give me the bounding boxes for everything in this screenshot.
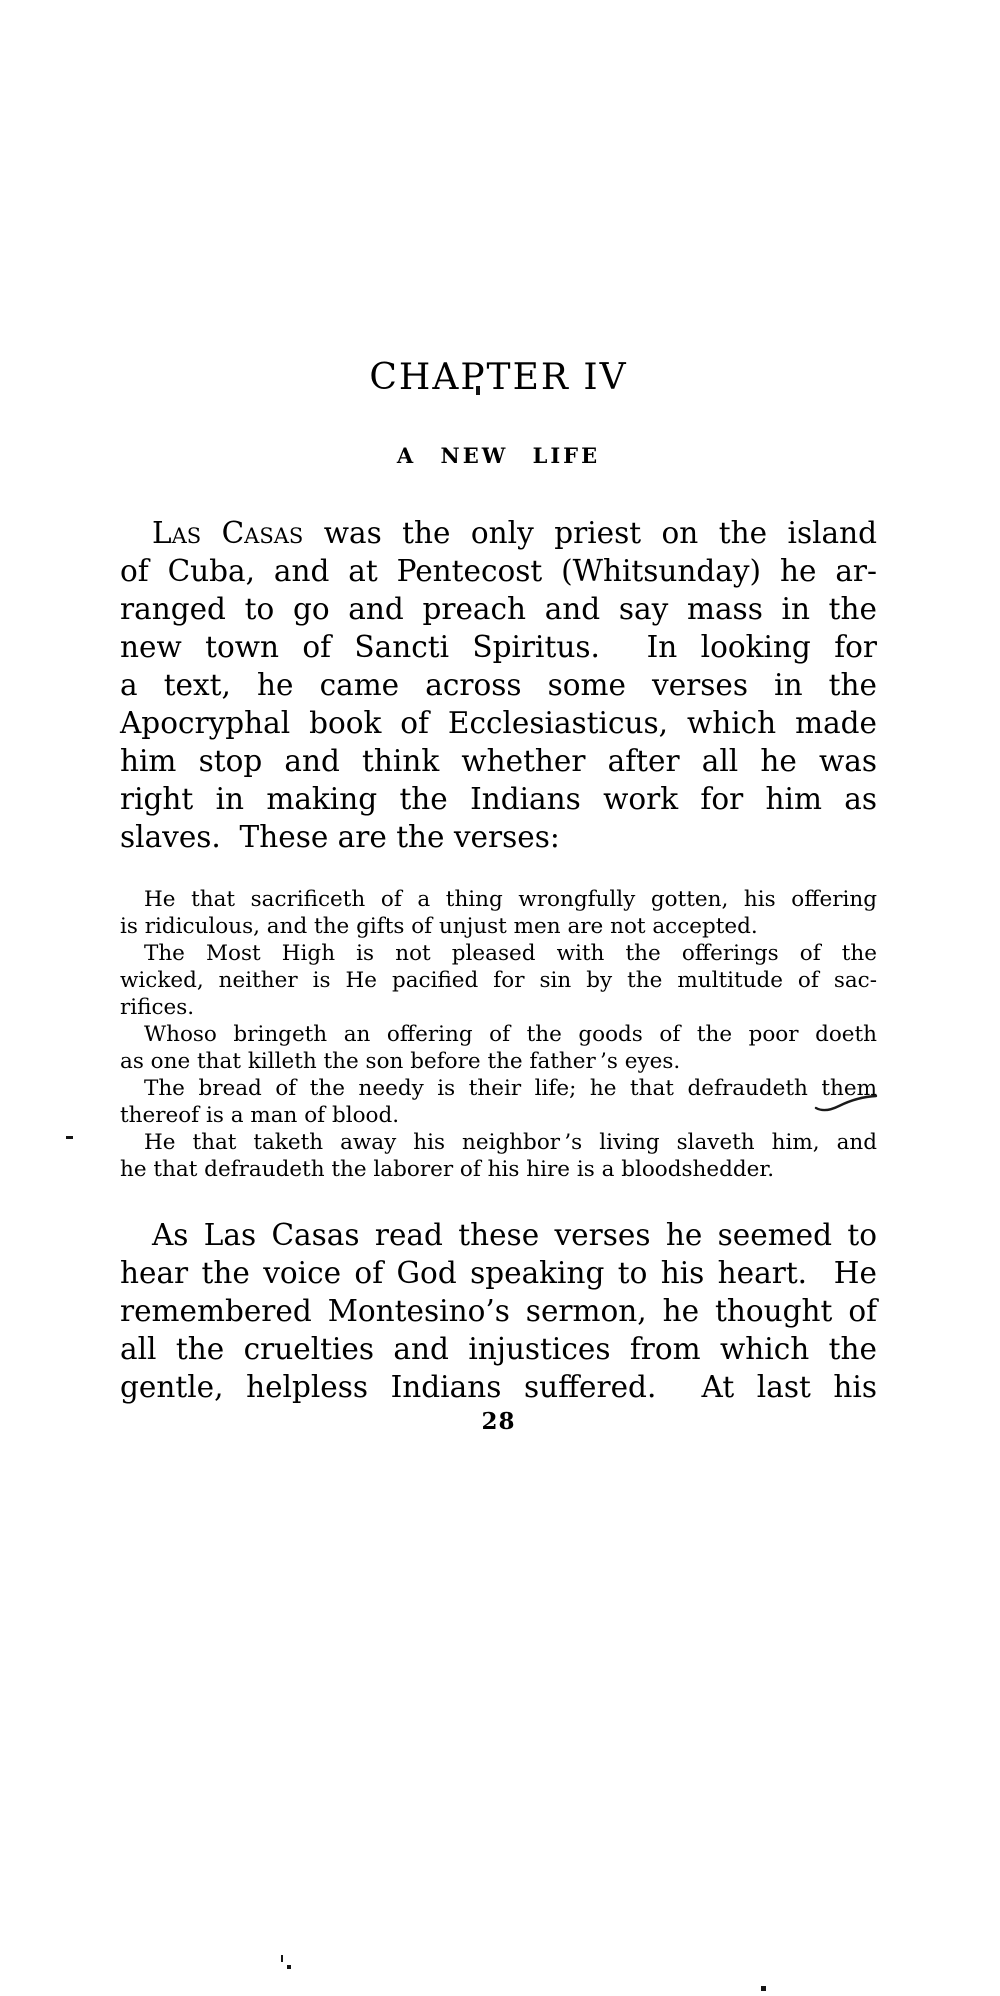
text-line: ranged to go and preach and say mass in the [120,592,877,626]
page-number: 28 [481,1408,516,1435]
text-line: hear the voice of God speaking to his heart. He [120,1256,877,1290]
ink-speck [287,1965,291,1969]
text-line: The Most High is not pleased with the offerings of the [144,941,877,966]
text-line: he that defraudeth the laborer of his hire is a bloodshedder. [120,1157,775,1182]
text-line: He that taketh away his neighbor ’s living slaveth him, and [144,1130,877,1155]
text-line: As Las Casas read these verses he seemed to [152,1218,877,1252]
text-line: gentle, helpless Indians suffered. At last his [120,1370,877,1404]
text-line: Whoso bringeth an offering of the goods of the poor doeth [144,1022,877,1047]
text-line: remembered Montesino’s sermon, he thought of [120,1294,877,1328]
text-line: right in making the Indians work for him as [120,782,877,816]
text-column [120,356,877,1435]
text-line: Apocryphal book of Ecclesiasticus, which made [120,706,877,740]
ink-speck [281,1955,283,1962]
chapter-subheading: A NEW LIFE [396,443,601,468]
text-line: Las Casas was the only priest on the island [152,516,878,550]
text-line: a text, he came across some verses in the [120,668,877,702]
quote-paragraph [120,1021,877,1075]
body-paragraph-1 [120,514,877,856]
text-line: The bread of the needy is their life; he that defraudeth them [144,1076,877,1101]
text-line: is ridiculous, and the gifts of unjust men are not accepted. [120,914,758,939]
text-line: He that sacrificeth of a thing wrongfully gotten, his offering [144,887,877,912]
scripture-quote-block [120,886,877,1183]
text-line: of Cuba, and at Pentecost (Whitsunday) he ar- [120,554,877,588]
body-paragraph-2 [120,1216,877,1406]
book-page-scan [0,356,1000,1996]
text-line: thereof is a man of blood. [120,1103,400,1128]
ink-speck [761,1986,766,1991]
text-line: as one that killeth the son before the father ’s eyes. [120,1049,681,1074]
small-caps-name: Las Casas [152,516,304,550]
text-line: wicked, neither is He pacified for sin by the multitude of sac- [120,968,877,993]
quote-paragraph [120,1129,877,1183]
chapter-heading: CHAPTER IV [369,357,628,398]
text-line: new town of Sancti Spiritus. In looking for [120,630,877,664]
text-line: all the cruelties and injustices from which the [120,1332,877,1366]
text-line: rifices. [120,995,195,1020]
ink-speck [66,1136,73,1139]
text-line: slaves. These are the verses: [120,820,560,854]
quote-paragraph [120,886,877,940]
text-line: him stop and think whether after all he was [120,744,877,778]
quote-paragraph [120,940,877,1021]
quote-paragraph [120,1075,877,1129]
